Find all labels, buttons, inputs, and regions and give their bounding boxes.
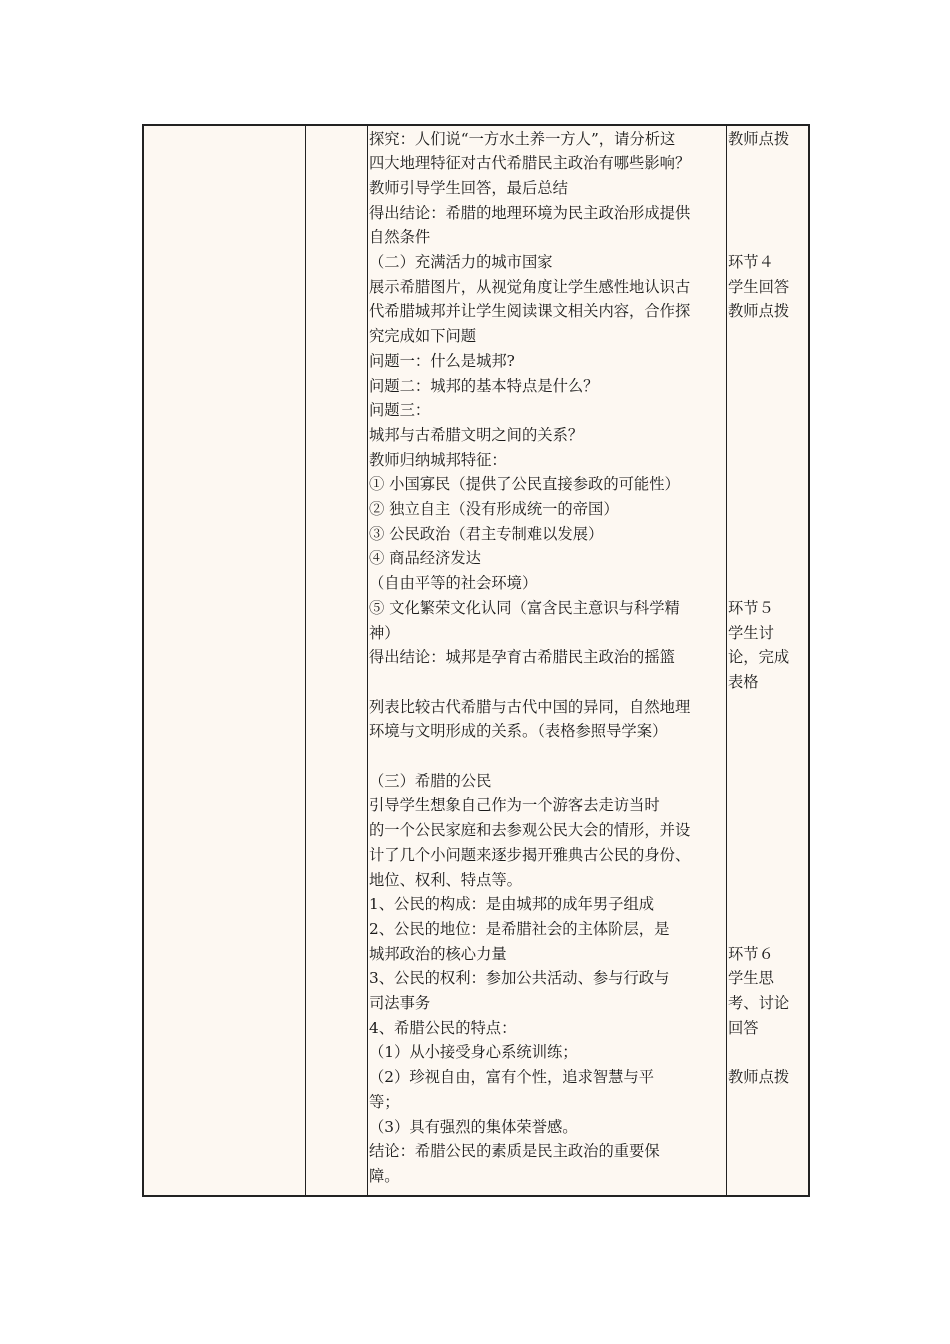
content-line: ② 独立自主（没有形成统一的帝国） — [369, 500, 619, 518]
method-note: 考、讨论 — [728, 994, 790, 1012]
content-line: 城邦政治的核心力量 — [369, 944, 507, 963]
content-line: 列表比较古代希腊与古代中国的异同，自然地理 — [369, 697, 691, 716]
content-line: 地位、权利、特点等。 — [369, 870, 522, 889]
column-divider-2 — [367, 126, 368, 1195]
method-note: 学生思 — [728, 969, 774, 988]
content-line: ⑤ 文化繁荣文化认同（富含民主意识与科学精 — [369, 598, 680, 617]
content-line: （二）充满活力的城市国家 — [369, 253, 553, 271]
method-note: 环节６ — [728, 944, 774, 963]
content-line: 3、公民的权利：参加公共活动、参与行政与 — [369, 969, 670, 988]
method-note: 环节４ — [728, 253, 774, 271]
content-line: 的一个公民家庭和去参观公民大会的情形，并设 — [369, 821, 691, 840]
content-line: 结论：希腊公民的素质是民主政治的重要保 — [369, 1142, 660, 1161]
content-line: 教师归纳城邦特征： — [369, 450, 507, 469]
content-line: 等； — [369, 1092, 400, 1111]
content-line: 1、公民的构成：是由城邦的成年男子组成 — [369, 895, 655, 914]
content-line: 代希腊城邦并让学生阅读课文相关内容，合作探 — [369, 302, 691, 321]
method-note: 教师点拨 — [728, 302, 790, 321]
content-line: （1）从小接受身心系统训练； — [369, 1043, 578, 1062]
content-line: （2）珍视自由，富有个性，追求智慧与平 — [369, 1068, 655, 1087]
content-line: 引导学生想象自己作为一个游客去走访当时 — [369, 796, 660, 815]
content-line: 环境与文明形成的关系。（表格参照导学案） — [369, 722, 668, 741]
content-line: 展示希腊图片，从视觉角度让学生感性地认识古 — [369, 277, 691, 296]
method-note: 教师点拨 — [728, 1068, 790, 1087]
content-line: 问题二：城邦的基本特点是什么？ — [369, 376, 599, 395]
content-line: 究完成如下问题 — [369, 327, 477, 346]
content-line: 问题一：什么是城邦? — [369, 351, 515, 370]
content-line: 2、公民的地位：是希腊社会的主体阶层，是 — [369, 919, 670, 938]
content-line: 自然条件 — [369, 228, 431, 247]
content-line: （自由平等的社会环境） — [369, 574, 538, 593]
content-line: 4、希腊公民的特点： — [369, 1018, 517, 1037]
content-line: 司法事务 — [369, 994, 431, 1012]
column-divider-3 — [726, 126, 727, 1195]
content-line: 得出结论：希腊的地理环境为民主政治形成提供 — [369, 203, 691, 222]
content-line: 问题三： — [369, 401, 431, 420]
column-divider-1 — [305, 126, 306, 1195]
method-note: 回答 — [728, 1018, 759, 1037]
content-line: ① 小国寡民（提供了公民直接参政的可能性） — [369, 475, 680, 494]
content-line: 障。 — [369, 1166, 400, 1185]
content-line: （三）希腊的公民 — [369, 771, 492, 790]
content-line: 计了几个小问题来逐步揭开雅典古公民的身份、 — [369, 845, 691, 864]
content-line: ④ 商品经济发达 — [369, 549, 481, 568]
content-line: 教师引导学生回答，最后总结 — [369, 178, 568, 197]
content-line: （3）具有强烈的集体荣誉感。 — [369, 1117, 578, 1136]
content-line: 城邦与古希腊文明之间的关系？ — [369, 425, 584, 444]
method-note: 环节５ — [728, 598, 774, 617]
content-line: 神） — [369, 623, 400, 642]
method-note: 教师点拨 — [728, 129, 790, 148]
content-line: ③ 公民政治（君主专制难以发展） — [369, 524, 604, 543]
lesson-plan-table — [142, 124, 810, 1197]
method-note: 表格 — [728, 672, 759, 691]
content-line: 得出结论：城邦是孕育古希腊民主政治的摇篮 — [369, 648, 675, 667]
content-line: 探究：人们说“一方水土养一方人”，请分析这 — [369, 129, 676, 148]
content-line: 四大地理特征对古代希腊民主政治有哪些影响？ — [369, 154, 691, 173]
method-note: 学生回答 — [728, 277, 790, 296]
method-note: 学生讨 — [728, 623, 774, 642]
method-note: 论，完成 — [728, 648, 790, 667]
